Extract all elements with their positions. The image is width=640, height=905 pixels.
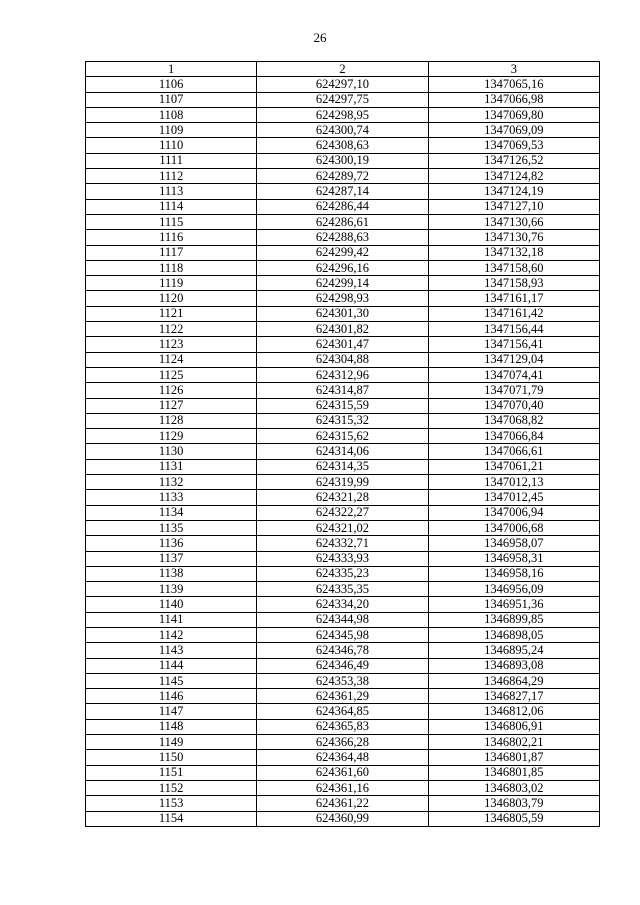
point-number-cell: 1129 — [86, 429, 257, 444]
x-coordinate-cell: 624286,61 — [257, 214, 428, 229]
y-coordinate-cell: 1347012,45 — [428, 490, 599, 505]
table-row — [86, 627, 600, 642]
point-number-cell: 1138 — [86, 566, 257, 581]
x-coordinate-cell: 624321,28 — [257, 490, 428, 505]
table-row — [86, 643, 600, 658]
point-number-cell: 1109 — [86, 123, 257, 138]
x-coordinate-cell: 624365,83 — [257, 719, 428, 734]
table-row — [86, 505, 600, 520]
point-number-cell: 1152 — [86, 780, 257, 795]
table-row — [86, 765, 600, 780]
y-coordinate-cell: 1346803,02 — [428, 780, 599, 795]
x-coordinate-cell: 624299,14 — [257, 276, 428, 291]
point-number-cell: 1147 — [86, 704, 257, 719]
table-row — [86, 107, 600, 122]
x-coordinate-cell: 624300,19 — [257, 153, 428, 168]
y-coordinate-cell: 1346899,85 — [428, 612, 599, 627]
x-coordinate-cell: 624353,38 — [257, 673, 428, 688]
y-coordinate-cell: 1346805,59 — [428, 811, 599, 826]
table-row — [86, 337, 600, 352]
point-number-cell: 1149 — [86, 735, 257, 750]
x-coordinate-cell: 624315,32 — [257, 413, 428, 428]
x-coordinate-cell: 624301,30 — [257, 306, 428, 321]
table-row — [86, 475, 600, 490]
y-coordinate-cell: 1347068,82 — [428, 413, 599, 428]
point-number-cell: 1121 — [86, 306, 257, 321]
table-row — [86, 276, 600, 291]
point-number-cell: 1134 — [86, 505, 257, 520]
x-coordinate-cell: 624315,62 — [257, 429, 428, 444]
table-row — [86, 398, 600, 413]
y-coordinate-cell: 1346864,29 — [428, 673, 599, 688]
table-row — [86, 413, 600, 428]
table-row — [86, 383, 600, 398]
point-number-cell: 1122 — [86, 322, 257, 337]
point-number-cell: 1116 — [86, 230, 257, 245]
table-row — [86, 230, 600, 245]
point-number-cell: 1117 — [86, 245, 257, 260]
x-coordinate-cell: 624314,35 — [257, 459, 428, 474]
y-coordinate-cell: 1347130,76 — [428, 230, 599, 245]
x-coordinate-cell: 624288,63 — [257, 230, 428, 245]
point-number-cell: 1128 — [86, 413, 257, 428]
table-row — [86, 153, 600, 168]
x-coordinate-cell: 624297,75 — [257, 92, 428, 107]
y-coordinate-cell: 1346958,07 — [428, 536, 599, 551]
x-coordinate-cell: 624314,87 — [257, 383, 428, 398]
point-number-cell: 1126 — [86, 383, 257, 398]
x-coordinate-cell: 624332,71 — [257, 536, 428, 551]
table-row — [86, 199, 600, 214]
point-number-cell: 1136 — [86, 536, 257, 551]
point-number-cell: 1144 — [86, 658, 257, 673]
x-coordinate-cell: 624300,74 — [257, 123, 428, 138]
x-coordinate-cell: 624301,47 — [257, 337, 428, 352]
y-coordinate-cell: 1346801,87 — [428, 750, 599, 765]
y-coordinate-cell: 1347071,79 — [428, 383, 599, 398]
x-coordinate-cell: 624346,78 — [257, 643, 428, 658]
table-row — [86, 735, 600, 750]
x-coordinate-cell: 624314,06 — [257, 444, 428, 459]
point-number-cell: 1140 — [86, 597, 257, 612]
table-row — [86, 612, 600, 627]
y-coordinate-cell: 1347066,84 — [428, 429, 599, 444]
y-coordinate-cell: 1347012,13 — [428, 475, 599, 490]
point-number-cell: 1120 — [86, 291, 257, 306]
y-coordinate-cell: 1346803,79 — [428, 796, 599, 811]
table-row — [86, 796, 600, 811]
y-coordinate-cell: 1347006,94 — [428, 505, 599, 520]
point-number-cell: 1137 — [86, 551, 257, 566]
point-number-cell: 1146 — [86, 689, 257, 704]
x-coordinate-cell: 624322,27 — [257, 505, 428, 520]
x-coordinate-cell: 624335,23 — [257, 566, 428, 581]
table-row — [86, 245, 600, 260]
point-number-cell: 1130 — [86, 444, 257, 459]
y-coordinate-cell: 1347129,04 — [428, 352, 599, 367]
point-number-cell: 1111 — [86, 153, 257, 168]
table-row — [86, 536, 600, 551]
table-row — [86, 597, 600, 612]
y-coordinate-cell: 1346802,21 — [428, 735, 599, 750]
table-row — [86, 673, 600, 688]
point-number-cell: 1150 — [86, 750, 257, 765]
y-coordinate-cell: 1347069,80 — [428, 107, 599, 122]
y-coordinate-cell: 1347069,09 — [428, 123, 599, 138]
table-row — [86, 169, 600, 184]
point-number-cell: 1118 — [86, 260, 257, 275]
point-number-cell: 1108 — [86, 107, 257, 122]
x-coordinate-cell: 624361,22 — [257, 796, 428, 811]
table-row — [86, 306, 600, 321]
point-number-cell: 1112 — [86, 169, 257, 184]
x-coordinate-cell: 624335,35 — [257, 582, 428, 597]
table-row — [86, 429, 600, 444]
y-coordinate-cell: 1346801,85 — [428, 765, 599, 780]
y-coordinate-cell: 1347070,40 — [428, 398, 599, 413]
x-coordinate-cell: 624334,20 — [257, 597, 428, 612]
y-coordinate-cell: 1346951,36 — [428, 597, 599, 612]
y-coordinate-cell: 1347074,41 — [428, 367, 599, 382]
table-row — [86, 490, 600, 505]
table-row — [86, 352, 600, 367]
x-coordinate-cell: 624301,82 — [257, 322, 428, 337]
x-coordinate-cell: 624315,59 — [257, 398, 428, 413]
y-coordinate-cell: 1346898,05 — [428, 627, 599, 642]
x-coordinate-cell: 624296,16 — [257, 260, 428, 275]
point-number-cell: 1113 — [86, 184, 257, 199]
x-coordinate-cell: 624346,49 — [257, 658, 428, 673]
point-number-cell: 1110 — [86, 138, 257, 153]
column-header: 1 — [86, 62, 257, 77]
table-row — [86, 719, 600, 734]
point-number-cell: 1142 — [86, 627, 257, 642]
x-coordinate-cell: 624345,98 — [257, 627, 428, 642]
x-coordinate-cell: 624319,99 — [257, 475, 428, 490]
table-row — [86, 77, 600, 92]
point-number-cell: 1148 — [86, 719, 257, 734]
y-coordinate-cell: 1347065,16 — [428, 77, 599, 92]
column-header: 3 — [428, 62, 599, 77]
table-row — [86, 566, 600, 581]
y-coordinate-cell: 1346812,06 — [428, 704, 599, 719]
y-coordinate-cell: 1347126,52 — [428, 153, 599, 168]
point-number-cell: 1151 — [86, 765, 257, 780]
y-coordinate-cell: 1346827,17 — [428, 689, 599, 704]
point-number-cell: 1124 — [86, 352, 257, 367]
x-coordinate-cell: 624360,99 — [257, 811, 428, 826]
y-coordinate-cell: 1347069,53 — [428, 138, 599, 153]
point-number-cell: 1143 — [86, 643, 257, 658]
point-number-cell: 1106 — [86, 77, 257, 92]
point-number-cell: 1115 — [86, 214, 257, 229]
table-row — [86, 444, 600, 459]
y-coordinate-cell: 1346893,08 — [428, 658, 599, 673]
point-number-cell: 1127 — [86, 398, 257, 413]
x-coordinate-cell: 624308,63 — [257, 138, 428, 153]
x-coordinate-cell: 624333,93 — [257, 551, 428, 566]
table-row — [86, 658, 600, 673]
x-coordinate-cell: 624299,42 — [257, 245, 428, 260]
y-coordinate-cell: 1346958,31 — [428, 551, 599, 566]
x-coordinate-cell: 624287,14 — [257, 184, 428, 199]
y-coordinate-cell: 1347156,41 — [428, 337, 599, 352]
table-row — [86, 520, 600, 535]
table-row — [86, 322, 600, 337]
y-coordinate-cell: 1347127,10 — [428, 199, 599, 214]
x-coordinate-cell: 624361,16 — [257, 780, 428, 795]
x-coordinate-cell: 624364,48 — [257, 750, 428, 765]
y-coordinate-cell: 1347132,18 — [428, 245, 599, 260]
column-header: 2 — [257, 62, 428, 77]
table-row — [86, 214, 600, 229]
y-coordinate-cell: 1347066,98 — [428, 92, 599, 107]
table-row — [86, 551, 600, 566]
y-coordinate-cell: 1347124,82 — [428, 169, 599, 184]
y-coordinate-cell: 1347161,42 — [428, 306, 599, 321]
table-row — [86, 123, 600, 138]
table-row — [86, 459, 600, 474]
point-number-cell: 1107 — [86, 92, 257, 107]
point-number-cell: 1133 — [86, 490, 257, 505]
point-number-cell: 1145 — [86, 673, 257, 688]
x-coordinate-cell: 624364,85 — [257, 704, 428, 719]
table-row — [86, 92, 600, 107]
table-row — [86, 689, 600, 704]
point-number-cell: 1153 — [86, 796, 257, 811]
page-number: 26 — [313, 30, 327, 45]
point-number-cell: 1139 — [86, 582, 257, 597]
x-coordinate-cell: 624298,95 — [257, 107, 428, 122]
x-coordinate-cell: 624289,72 — [257, 169, 428, 184]
x-coordinate-cell: 624361,29 — [257, 689, 428, 704]
y-coordinate-cell: 1346895,24 — [428, 643, 599, 658]
table-row — [86, 138, 600, 153]
y-coordinate-cell: 1346956,09 — [428, 582, 599, 597]
point-number-cell: 1125 — [86, 367, 257, 382]
y-coordinate-cell: 1347156,44 — [428, 322, 599, 337]
y-coordinate-cell: 1346806,91 — [428, 719, 599, 734]
point-number-cell: 1132 — [86, 475, 257, 490]
x-coordinate-cell: 624321,02 — [257, 520, 428, 535]
table-row — [86, 260, 600, 275]
table-row — [86, 367, 600, 382]
y-coordinate-cell: 1347161,17 — [428, 291, 599, 306]
table-row — [86, 750, 600, 765]
point-number-cell: 1119 — [86, 276, 257, 291]
y-coordinate-cell: 1347061,21 — [428, 459, 599, 474]
point-number-cell: 1141 — [86, 612, 257, 627]
table-row — [86, 582, 600, 597]
point-number-cell: 1114 — [86, 199, 257, 214]
point-number-cell: 1135 — [86, 520, 257, 535]
x-coordinate-cell: 624361,60 — [257, 765, 428, 780]
x-coordinate-cell: 624344,98 — [257, 612, 428, 627]
point-number-cell: 1123 — [86, 337, 257, 352]
table-row — [86, 184, 600, 199]
table-row — [86, 291, 600, 306]
y-coordinate-cell: 1347066,61 — [428, 444, 599, 459]
point-number-cell: 1154 — [86, 811, 257, 826]
point-number-cell: 1131 — [86, 459, 257, 474]
x-coordinate-cell: 624366,28 — [257, 735, 428, 750]
y-coordinate-cell: 1347124,19 — [428, 184, 599, 199]
table-row — [86, 780, 600, 795]
x-coordinate-cell: 624297,10 — [257, 77, 428, 92]
y-coordinate-cell: 1347158,93 — [428, 276, 599, 291]
table-row — [86, 704, 600, 719]
y-coordinate-cell: 1347006,68 — [428, 520, 599, 535]
y-coordinate-cell: 1346958,16 — [428, 566, 599, 581]
x-coordinate-cell: 624304,88 — [257, 352, 428, 367]
coordinates-table — [85, 61, 600, 827]
x-coordinate-cell: 624286,44 — [257, 199, 428, 214]
x-coordinate-cell: 624312,96 — [257, 367, 428, 382]
y-coordinate-cell: 1347158,60 — [428, 260, 599, 275]
y-coordinate-cell: 1347130,66 — [428, 214, 599, 229]
x-coordinate-cell: 624298,93 — [257, 291, 428, 306]
table-header-row — [86, 62, 600, 77]
table-row — [86, 811, 600, 826]
